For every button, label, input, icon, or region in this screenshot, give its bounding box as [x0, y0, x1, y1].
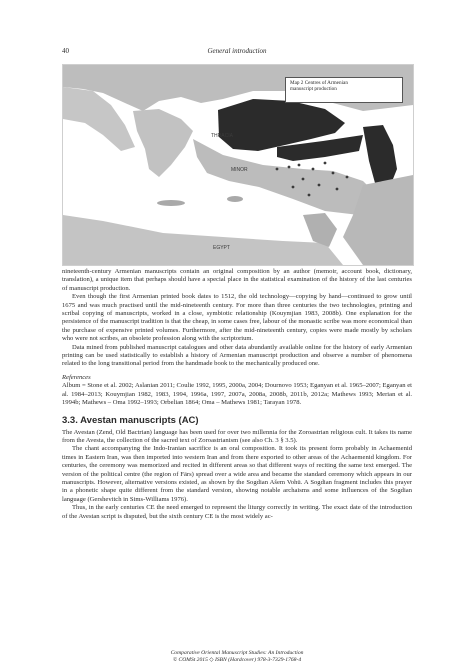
section-number: 3.3.: [62, 414, 78, 426]
paragraph: Thus, in the early centuries CE the need emerged to represent the liturgy correctly in writing. The exact date of the introduction of the Avestan script is disputed, but the sixth century CE is the most widely ac-: [62, 504, 412, 520]
map-label-minor: MINOR: [231, 167, 248, 173]
map-label-thracia: THRACIA: [211, 133, 233, 139]
section-heading: [62, 415, 412, 427]
paragraph: Even though the first Armenian printed book dates to 1512, the old technology—copying by hand—continued to grow until 1675 and was much practised until the mid-nineteenth century. For more than three centuries the two technologies, printing and scribal copying of manuscripts, worked in a close, symbiotic relationship (Kouymjian 1983, 2008b). One explanation for the persistence of the manuscript tradition is that the cheap, in some cases free, labour of the monastic scribe was more economical than the purchase of expensive printed volumes. Furthermore, after the mid-nineteenth century, copies were made mostly by scholars who were not scribes, an obsolete profession along with the scriptorium.: [62, 293, 412, 343]
paragraph: The Avestan (Zend, Old Bactrian) language has been used for over two millennia for the Zoroastrian religious cult. It takes its name from the Avesta, the collection of the sacred text of Zoroastrianism (see also Ch. 3 § 3.5).: [62, 428, 412, 444]
paragraph: Data mined from published manuscript catalogues and other data abundantly available online for the history of early Armenian printing can be used statistically to establish a history of Armenian manuscript production and observe a number of phenomena related to the long transitional period from the handmade book to the mechanically produced one.: [62, 343, 412, 368]
references-heading: References: [62, 373, 91, 381]
body-text: [62, 268, 412, 521]
page-number: 40: [62, 47, 69, 55]
footer-line1: Comparative Oriental Manuscript Studies: An Introduction: [170, 650, 304, 656]
paragraph: The chant accompanying the Indo-Iranian sacrifice is an oral composition. It took its present form probably in Achaemenid times in Eastern Iran, was then imported into western Iran and from there exported to other areas of the Achaemenid kingdom. For centuries, the ceremony was memorized and recited in different areas so that different ways of reciting the same text emerged. The version of the political centre (the region of Fārs) spread over a wide area and became the standard ceremony which appears in our manuscripts. However, alternative versions existed, as shown by the Sogdian Ašem Vohū. A Sogdian fragment includes this prayer in a phonetic shape quite different from the standard version, showing notable archaisms and some influences of the Sogdian language (Gershevitch in Sims-Williams 1976).: [62, 445, 412, 503]
map-figure: [62, 64, 414, 266]
footer-line2: © COMSt 2015 ◇ ISBN (Hardcover) 978-3-7329-1768-4: [172, 657, 302, 663]
map-caption: [285, 77, 403, 103]
running-head: [62, 47, 412, 57]
paragraph: nineteenth-century Armenian manuscripts contain an original composition by an author (memoir, account book, dictionary, translation), a unique item that perhaps should have a special place in the statistical examination of the history of the last centuries of manuscript production.: [62, 268, 412, 292]
section-title: Avestan manuscripts (AC): [80, 414, 199, 426]
references-list: Album = Stone et al. 2002; Aslanian 2011; Coulie 1992, 1995, 2000a, 2004; Dournovo 1953; Eganyan et al. 1965–2007; Eganyan et al. 1984–2013; Kouymjian 1982, 1983, 1994, 1996a, 1997, 2007a, 2008a, 2008b, 2011b, 2012a; Mathews 1993; Merian et al. 1994b; Mathews – Oma 1992–1993; Orbelian 1864; Oma – Mathews 1981; Tarayan 1978.: [62, 382, 412, 407]
footer: [0, 650, 474, 664]
map-label-egypt: EGYPT: [213, 245, 230, 251]
map-caption-line1: Map 2 Centres of Armenian: [290, 80, 348, 86]
map-caption-line2: manuscript production: [290, 86, 337, 93]
running-title: General introduction: [207, 47, 267, 55]
